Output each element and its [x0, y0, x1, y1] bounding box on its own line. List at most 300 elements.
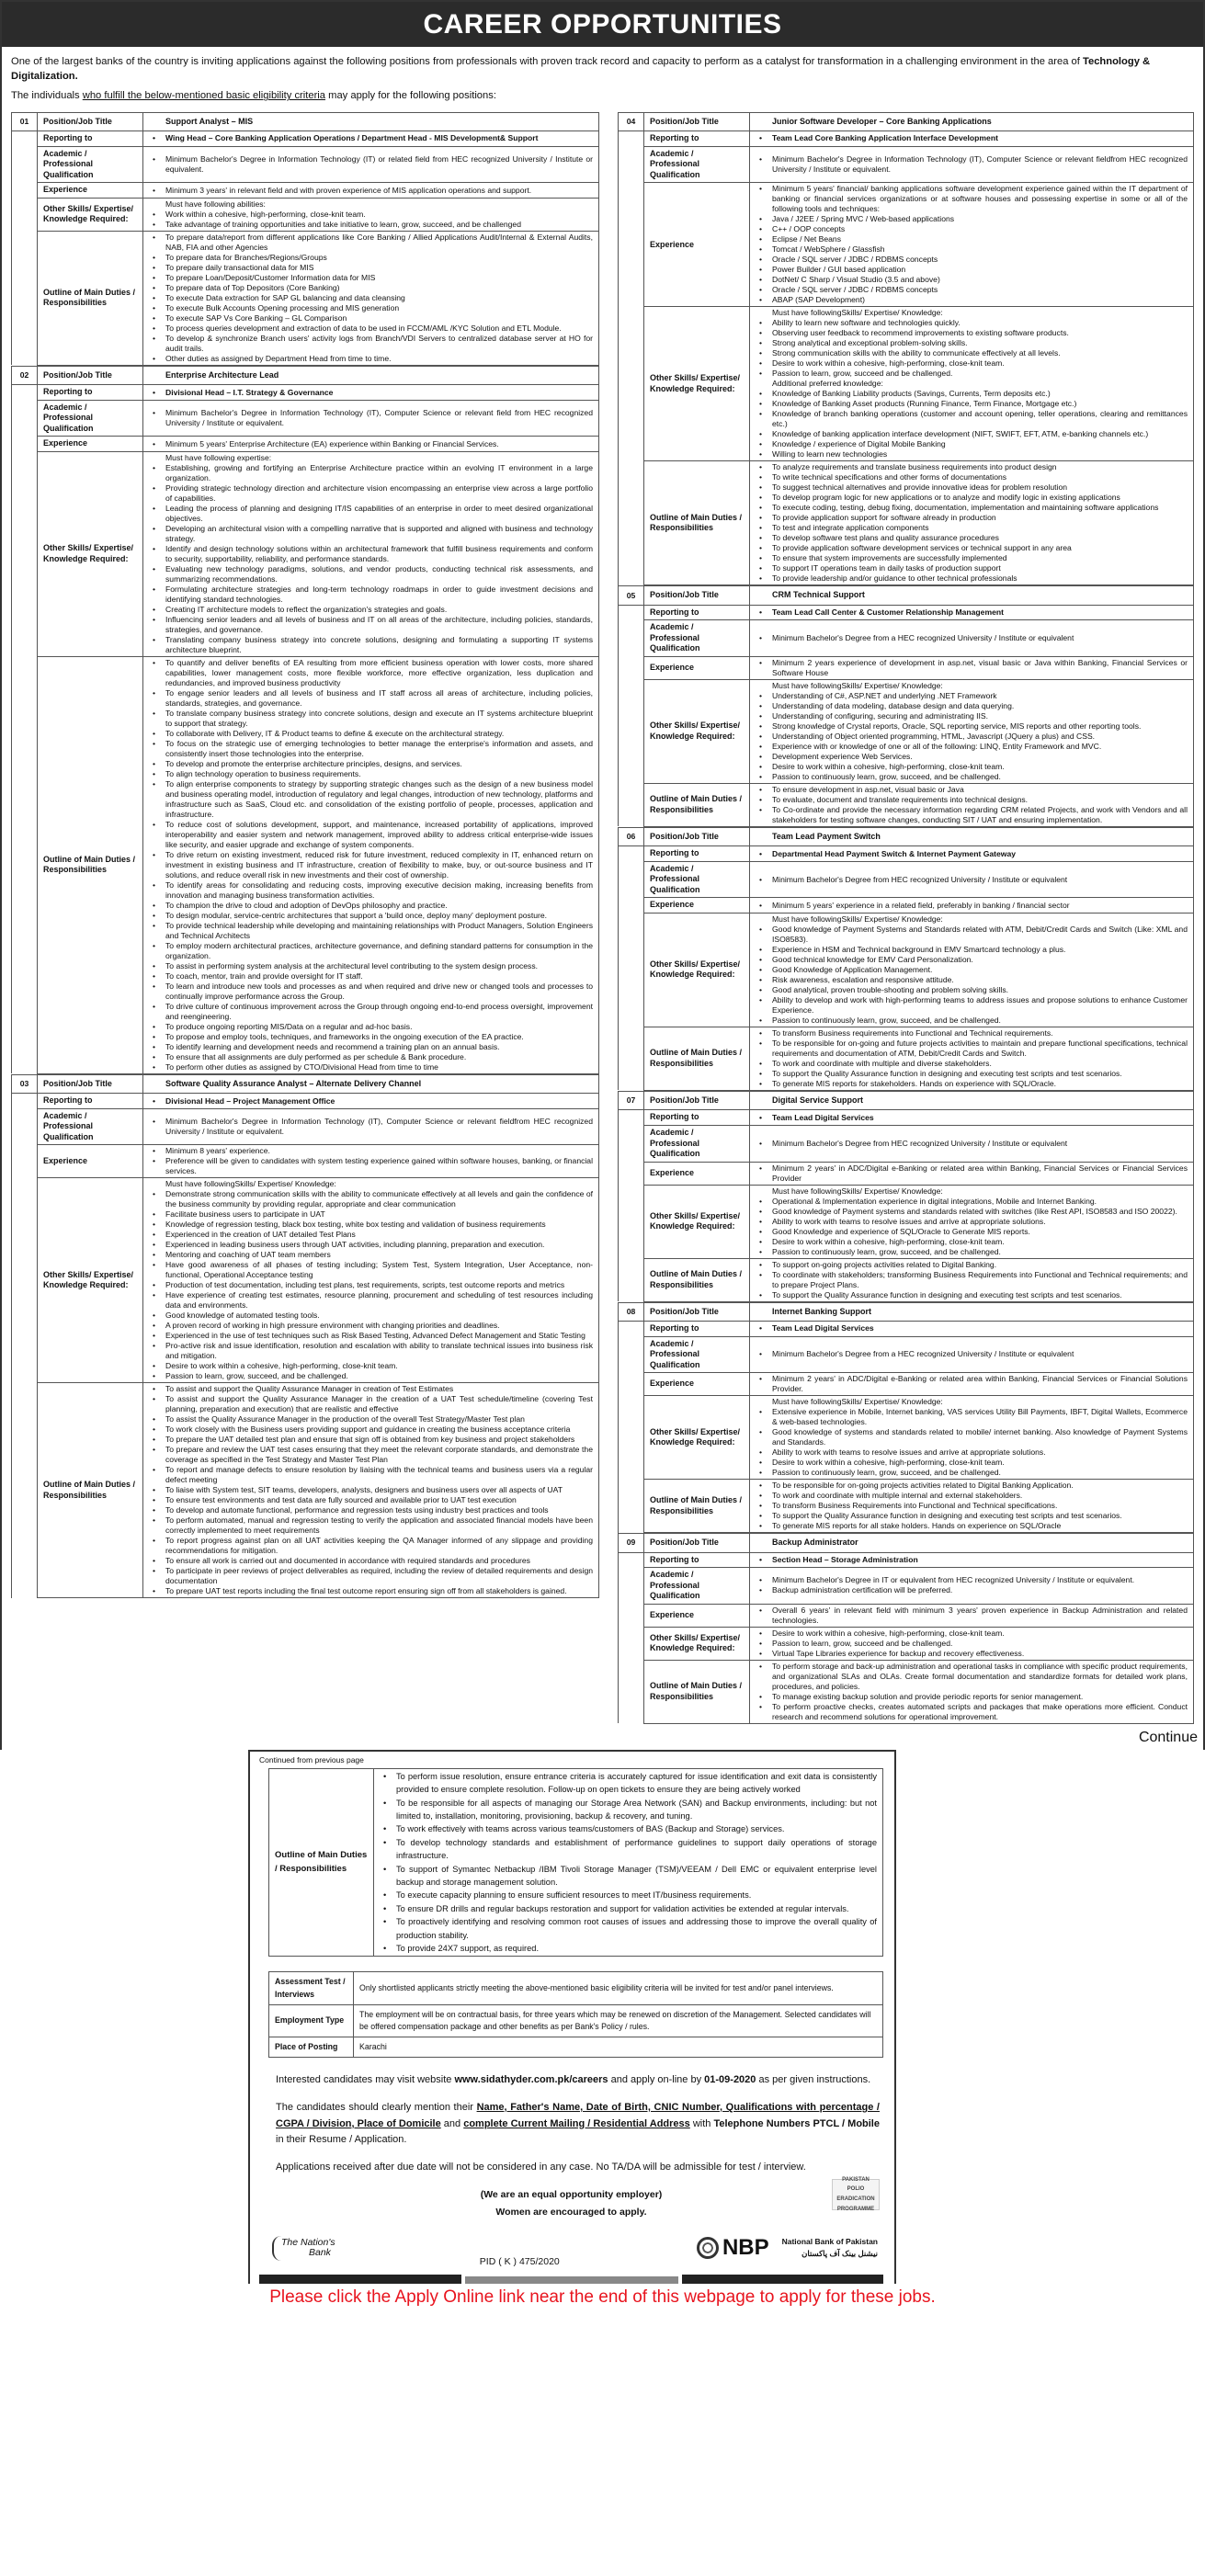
intro-paragraph: One of the largest banks of the country is inviting applications against the following positions from professionals with proven track record and capacity to perform as a catalyst for transformation in a challenging environment in the area of Technology & Digitalization. — [11, 56, 1151, 83]
position-title: Digital Service Support — [750, 1091, 1194, 1110]
list-item: • Eclipse / Net Beans — [759, 234, 1188, 244]
list-item: • To work effectively with teams across various teams/customers of BAS (Backup and Storage) services. — [383, 1822, 877, 1835]
list-item: • To analyze requirements and translate business requirements into product design — [759, 462, 1188, 472]
number-cell — [619, 183, 644, 307]
terms-table — [268, 1971, 883, 2058]
list-item: • Minimum 2 years experience of development in asp.net, visual basic or Java within Banking, Financial Services or Software House — [759, 658, 1188, 678]
list-item: • Understanding of Object oriented programming, HTML, Javascript (JQuery a plus) and CSS. — [759, 732, 1188, 742]
academic-label: Academic / Professional Qualification — [644, 1125, 750, 1162]
duties-value — [750, 461, 1194, 585]
list-item: • Virtual Tape Libraries experience for backup and recovery effectiveness. — [759, 1649, 1188, 1659]
list-item: • To develop software test plans and quality assurance procedures — [759, 533, 1188, 543]
duties-label: Outline of Main Duties / Responsibilities — [644, 1480, 750, 1533]
academic-row — [619, 861, 1194, 898]
reporting-to: • Departmental Head Payment Switch & Internet Payment Gateway — [759, 849, 1188, 859]
reporting-row — [12, 131, 599, 147]
duties-label: Outline of Main Duties / Responsibilities — [38, 231, 143, 365]
experience-row — [619, 656, 1194, 679]
list-intro: Must have followingSkills/ Expertise/ Knowledge: — [165, 1179, 336, 1189]
footer-bar — [259, 2275, 883, 2284]
list-item: • To process queries development and extraction of data to be used in FCCM/AML /KYC Solution and ETL Module. — [153, 323, 593, 334]
skills-value — [750, 1396, 1194, 1480]
list-item: • Desire to work within a cohesive, high-performing, close-knit team. — [153, 1361, 593, 1371]
bullet-list — [759, 1397, 1188, 1478]
list-item: • Take advantage of training opportunities and take initiative to learn, grow, succeed, and be challenged — [153, 220, 593, 230]
list-item: • To design modular, service-centric architectures that support a 'build once, deploy many' deployment posture. — [153, 911, 593, 921]
skills-label: Other Skills/ Expertise/ Knowledge Required: — [38, 1178, 143, 1383]
position-title: Support Analyst – MIS — [143, 112, 599, 131]
bullet-list — [759, 1186, 1188, 1257]
list-item: • To prepare daily transactional data for MIS — [153, 263, 593, 273]
list-item: • Ability to develop and work with high-performing teams to address issues and propose solutions to enhance Customer Experience. — [759, 995, 1188, 1016]
list-item: • To suggest technical alternatives and provide innovative ideas for problem resolution — [759, 482, 1188, 493]
academic-label: Academic / Professional Qualification — [644, 620, 750, 657]
page-title: CAREER OPPORTUNITIES — [2, 2, 1203, 47]
job-table-06 — [618, 827, 1194, 1091]
bullet-list — [759, 1606, 1188, 1626]
skills-value — [750, 307, 1194, 461]
list-item: • Ability to work with teams to resolve issues and arrive at appropriate solutions. — [759, 1217, 1188, 1227]
nbp-emblem-icon — [697, 2237, 719, 2259]
experience-label: Experience — [38, 1145, 143, 1178]
position-row — [619, 586, 1194, 606]
number-cell — [12, 183, 38, 199]
bullet-list — [759, 1349, 1188, 1359]
skills-row — [619, 1396, 1194, 1480]
academic-label: Academic / Professional Qualification — [644, 1336, 750, 1373]
position-label: Position/Job Title — [644, 1302, 750, 1322]
list-item: • To develop and automate functional, performance and regression tests using industry best practices and tools — [153, 1505, 593, 1515]
duties-label: Outline of Main Duties / Responsibilities — [38, 656, 143, 1073]
nbp-full-name: National Bank of Pakistan — [781, 2237, 878, 2247]
terms-value: The employment will be on contractual basis, for three years which may be renewed on discretion of the Management. Selected candidates will be offered compensation package and other benefits as per Bank's Policy / rules. — [354, 2004, 883, 2037]
academic-row — [12, 146, 599, 183]
jobs-columns — [2, 112, 1203, 1724]
reporting-list — [759, 1323, 1188, 1333]
list-item: • To perform other duties as assigned by CTO/Divisional Head from time to time — [153, 1062, 593, 1072]
academic-value — [750, 1125, 1194, 1162]
job-table-03 — [11, 1074, 599, 1599]
experience-label: Experience — [644, 183, 750, 307]
position-title: Team Lead Payment Switch — [750, 827, 1194, 846]
list-item: • Minimum Bachelor's Degree from HEC recognized University / Institute or equivalent — [759, 1139, 1188, 1149]
deadline-date: 01-09-2020 — [704, 2074, 756, 2086]
list-item: • To align enterprise components to strategy by supporting strategic changes such as the design of a new business model and business operating model, introduction of regulatory and legal changes, introduction of new technology, platforms and infrastructure such as SaaS, Cloud etc. and consolidation of the existing portfolio of people, processes, application and infrastructure. — [153, 779, 593, 820]
list-item: • Experienced in the use of test techniques such as Risk Based Testing, Advanced Defect Management and Static Testing — [153, 1331, 593, 1341]
academic-row — [619, 1336, 1194, 1373]
academic-value — [143, 146, 599, 183]
job-table-08 — [618, 1302, 1194, 1534]
duties-label: Outline of Main Duties / Responsibilities — [644, 783, 750, 826]
apply-instructions — [259, 2058, 883, 2175]
list-item: • To engage senior leaders and all levels of business and IT staff across all areas of architecture, including policies, standards, strategies, and governance. — [153, 688, 593, 709]
list-item: • Experienced in the creation of UAT detailed Test Plans — [153, 1230, 593, 1240]
number-cell — [12, 198, 38, 231]
list-item: • To propose and employ tools, techniques, and frameworks in the ongoing execution of the EA practice. — [153, 1032, 593, 1042]
academic-label: Academic / Professional Qualification — [38, 1108, 143, 1145]
list-item: • Good Knowledge of Application Management. — [759, 965, 1188, 975]
number-cell — [619, 898, 644, 914]
list-item: • Desire to work within a cohesive, high-performing, close-knit team. — [759, 1237, 1188, 1247]
list-item: • Understanding of data modeling, database design and data querying. — [759, 701, 1188, 711]
bullet-list — [759, 1628, 1188, 1659]
list-item: • To coach, mentor, train and provide oversight for IT staff. — [153, 971, 593, 982]
list-item: • Passion to continuously learn, grow, succeed, and be challenged. — [759, 1247, 1188, 1257]
list-item: • To quantify and deliver benefits of EA resulting from more efficient business operation with lower costs, more shared capabilities, lower management costs, more flexible workforce, more effective organization, less duplication and redundancies, and improved business productivity — [153, 658, 593, 688]
skills-row — [619, 307, 1194, 461]
list-item: • Desire to work within a cohesive, high-performing, close-knit team. — [759, 358, 1188, 369]
bullet-list — [153, 154, 593, 175]
reporting-row — [619, 1322, 1194, 1337]
bullet-list — [759, 462, 1188, 584]
position-number: 01 — [12, 112, 38, 131]
academic-label: Academic / Professional Qualification — [38, 400, 143, 437]
position-number: 05 — [619, 586, 644, 606]
experience-value — [750, 1162, 1194, 1185]
duties-row — [12, 231, 599, 365]
academic-row — [619, 146, 1194, 183]
list-item: • A proven record of working in high pressure environment with changing priorities and deadlines. — [153, 1321, 593, 1331]
bullet-list — [759, 308, 1188, 460]
list-item: • To prepare and review the UAT test cases ensuring that they meet the relevant corporate standards, and demonstrate the coverage as specified in the Test Strategy and Master Test Plan — [153, 1445, 593, 1465]
list-item: • To report and manage defects to ensure resolution by liaising with the technical teams and business users via a regular defect meeting — [153, 1465, 593, 1485]
list-item: • To perform proactive checks, creates automated scripts and packages that make operations more efficient. Conduct research and recommend solutions for operational improvement. — [759, 1702, 1188, 1722]
list-item: • To employ modern architectural practices, architecture governance, and defining standard patterns for consumption in the organization. — [153, 941, 593, 961]
list-item: • Observing user feedback to recommend improvements to existing software products. — [759, 328, 1188, 338]
list-item: • Production of test documentation, including test plans, test requirements, scripts, test outcome reports and metrics — [153, 1280, 593, 1290]
duties-value — [750, 1258, 1194, 1301]
list-item: • Have experience of creating test estimates, resource planning, procurement and scheduling of test resources including data and environments. — [153, 1290, 593, 1311]
list-item: • Knowledge of Banking Liability products (Savings, Currents, Term deposits etc.) — [759, 389, 1188, 399]
reporting-to: • Section Head – Storage Administration — [759, 1555, 1188, 1565]
number-cell — [12, 1108, 38, 1145]
footer-row — [259, 2221, 883, 2275]
bullet-list — [153, 1384, 593, 1596]
reporting-value — [143, 385, 599, 401]
list-item: • Experience in HSM and Technical background in EMV Smartcard technology a plus. — [759, 945, 1188, 955]
reporting-label: Reporting to — [644, 1110, 750, 1126]
nbp-urdu-name: نیشنل بینک آف پاکستان — [801, 2249, 878, 2259]
list-item: • To ensure all work is carried out and documented in accordance with required standards and procedures — [153, 1556, 593, 1566]
list-item: • Understanding of C#, ASP.NET and underlying .NET Framework — [759, 691, 1188, 701]
position-number: 04 — [619, 112, 644, 131]
bullet-list — [759, 1481, 1188, 1531]
reporting-row — [619, 131, 1194, 147]
reporting-row — [12, 1094, 599, 1109]
list-item: • To prepare Loan/Deposit/Customer Information data for MIS — [153, 273, 593, 283]
list-item: • Passion to continuously learn, grow, succeed, and be challenged. — [759, 772, 1188, 782]
list-item: • Strong analytical and exceptional problem-solving skills. — [759, 338, 1188, 348]
list-item: • To be responsible for on-going projects activities related to Digital Banking Application. — [759, 1481, 1188, 1491]
list-item: • Good technical knowledge for EMV Card Personalization. — [759, 955, 1188, 965]
list-item: • To execute SAP Vs Core Banking – GL Comparison — [153, 313, 593, 323]
reporting-row — [12, 385, 599, 401]
academic-row — [12, 1108, 599, 1145]
position-number: 09 — [619, 1534, 644, 1553]
duties-value — [374, 1768, 883, 1957]
number-cell — [12, 385, 38, 401]
position-label: Position/Job Title — [38, 112, 143, 131]
reporting-to: • Team Lead Digital Services — [759, 1323, 1188, 1333]
duties-value — [143, 1383, 599, 1598]
bullet-list — [153, 199, 593, 230]
list-item: • To participate in peer reviews of project deliverables as required, including the review of detailed requirements and design documentation — [153, 1566, 593, 1586]
bullet-list — [759, 785, 1188, 825]
number-cell — [619, 1027, 644, 1090]
list-item: • Extensive experience in Mobile, Internet banking, VAS services Utility Bill Payments, IBFT, Digital Wallets, Ecommerce & web-based technologies. — [759, 1407, 1188, 1427]
position-label: Position/Job Title — [644, 1091, 750, 1110]
position-title: Backup Administrator — [750, 1534, 1194, 1553]
list-item: • Knowledge of branch banking operations (customer and account opening, teller operations, clearing and remittances etc.) — [759, 409, 1188, 429]
reporting-list — [759, 1555, 1188, 1565]
list-item: • To support on-going projects activities related to Digital Banking. — [759, 1260, 1188, 1270]
experience-label: Experience — [644, 1604, 750, 1627]
number-cell — [619, 1604, 644, 1627]
list-item: • To perform automated, manual and regression testing to verify the application and associated financial models have been correctly implemented to meet requirements — [153, 1515, 593, 1536]
position-number: 06 — [619, 827, 644, 846]
bullet-list — [759, 1163, 1188, 1184]
skills-value — [750, 913, 1194, 1027]
position-label: Position/Job Title — [644, 586, 750, 606]
list-item: • To prepare UAT test reports including the final test outcome report ensuring sign off from all stakeholders is gained. — [153, 1586, 593, 1596]
job-table-02 — [11, 366, 599, 1074]
list-item: • To support the Quality Assurance function in designing and executing test scripts and test scenarios. — [759, 1069, 1188, 1079]
list-item: • To report progress against plan on all UAT activities keeping the QA Manager informed of any slippage and providing recommendations for mitigation. — [153, 1536, 593, 1556]
list-item: • Desire to work within a cohesive, high-performing, close-knit team. — [759, 1458, 1188, 1468]
polio-programme-logo-icon: PAKISTAN POLIO ERADICATION PROGRAMME — [832, 2179, 880, 2210]
reporting-to: • Divisional Head – Project Management Office — [153, 1096, 593, 1106]
list-item: • Understanding of configuring, securing and administrating IIS. — [759, 711, 1188, 721]
list-item: • To work closely with the Business users providing support and guidance in creating the business acceptance criteria — [153, 1424, 593, 1435]
due-date-notice: Applications received after due date will not be considered in any case. No TA/DA will be admissible for test / interview. — [276, 2161, 806, 2173]
experience-label: Experience — [644, 656, 750, 679]
number-cell — [619, 1336, 644, 1373]
list-item: • Formulating architecture strategies and long-term technology roadmaps in order to guide investment decisions and identifying standard technologies. — [153, 584, 593, 605]
list-item: • Strong communication skills with the ability to communicate effectively at all levels. — [759, 348, 1188, 358]
duties-value — [143, 231, 599, 365]
experience-value — [750, 656, 1194, 679]
list-item: • To Co-ordinate and provide the necessary information regarding CRM related Projects, and work with Vendors and all stakeholders for testing software changes, conducting SIT / UAT and ensuring implementation. — [759, 805, 1188, 825]
number-cell — [12, 437, 38, 452]
experience-row — [619, 1373, 1194, 1396]
list-item: • Backup administration certification will be preferred. — [759, 1585, 1188, 1595]
continued-duties-table — [268, 1768, 883, 1958]
list-item: • Leading the process of planning and designing IT/IS capabilities of an enterprise in order to meet desired organizational objectives. — [153, 504, 593, 524]
list-item: • To collaborate with Delivery, IT & Product teams to define & execute on the architectural strategy. — [153, 729, 593, 739]
academic-row — [619, 1125, 1194, 1162]
duties-label: Outline of Main Duties / Responsibilities — [38, 1383, 143, 1598]
experience-row — [12, 183, 599, 199]
number-cell — [619, 1258, 644, 1301]
number-cell — [12, 656, 38, 1073]
list-item: • DotNet/ C Sharp / Visual Studio (3.5 and above) — [759, 275, 1188, 285]
list-item: • Willing to learn new technologies — [759, 449, 1188, 460]
women-encouraged-text: Women are encouraged to apply. — [495, 2207, 647, 2219]
list-item: • To perform storage and back-up administration and operational tasks in compliance with specific product requirements, and organizational SLAs and OLAs. Create formal documentation and standardize formats for detailed work plans, procedures, and policies. — [759, 1662, 1188, 1692]
list-item: • To generate MIS reports for all stake holders. Hands on experience on SQL/Oracle — [759, 1521, 1188, 1531]
number-cell — [619, 1185, 644, 1258]
position-label: Position/Job Title — [38, 1074, 143, 1094]
skills-value — [750, 1627, 1194, 1660]
experience-value — [143, 437, 599, 452]
reporting-value — [750, 1552, 1194, 1568]
duties-row — [12, 656, 599, 1073]
skills-value — [143, 1178, 599, 1383]
list-item: • Overall 6 years' in relevant field with minimum 3 years' proven experience in Backup Administration and related technologies. — [759, 1606, 1188, 1626]
list-item: • To develop & synchronize Branch users' activity logs from Branch/VDI Servers to centralized database server at HO for audit trails. — [153, 334, 593, 354]
position-number: 03 — [12, 1074, 38, 1094]
number-cell — [619, 620, 644, 657]
skills-value — [143, 198, 599, 231]
reporting-list — [759, 1113, 1188, 1123]
reporting-to: • Team Lead Call Center & Customer Relationship Management — [759, 607, 1188, 618]
list-item: • To develop technology standards and establishment of performance guidelines to support daily operations of storage infrastructure. — [383, 1836, 877, 1863]
skills-label: Other Skills/ Expertise/ Knowledge Required: — [644, 913, 750, 1027]
bullet-list — [759, 901, 1188, 911]
bullet-list — [759, 875, 1188, 885]
position-title: Internet Banking Support — [750, 1302, 1194, 1322]
list-item: • To identify learning and development needs and recommend a training plan on an annual basis. — [153, 1042, 593, 1052]
position-title: Junior Software Developer – Core Banking Applications — [750, 112, 1194, 131]
list-intro: Must have followingSkills/ Expertise/ Knowledge: — [772, 680, 943, 690]
list-item: • Developing an architectural vision with a compelling narrative that is supported and aligned with business and technology strategy. — [153, 524, 593, 544]
number-cell — [619, 307, 644, 461]
list-item: • Minimum 2 years' in ADC/Digital e-Banking or related area within Banking, Financial Services or Financial Solutions Provider. — [759, 1374, 1188, 1394]
terms-label: Place of Posting — [269, 2037, 354, 2058]
duties-row — [12, 1383, 599, 1598]
list-item: • To align technology operation to business requirements. — [153, 769, 593, 779]
list-item: • To be responsible for all aspects of managing our Storage Area Network (SAN) and Backup environments, including: but not limited to, installation, monitoring, provisioning, backup & recovery, and tuning. — [383, 1797, 877, 1823]
list-item: • Minimum Bachelor's Degree in IT or equivalent from HEC recognized University / Institute or equivalent. — [759, 1575, 1188, 1585]
list-item: • Good knowledge of Payment systems and standards related with switches (like Rest API, ISO8583 and ISO 20022). — [759, 1207, 1188, 1217]
skills-row — [619, 679, 1194, 783]
list-item: • Pro-active risk and issue identification, resolution and escalation with ability to translate technical issues into business risk and mitigation. — [153, 1341, 593, 1361]
academic-label: Academic / Professional Qualification — [644, 1568, 750, 1605]
experience-value — [750, 898, 1194, 914]
bullet-list — [759, 681, 1188, 782]
list-item: • Experienced in leading business users through UAT activities, including planning, preparation and execution. — [153, 1240, 593, 1250]
reporting-list — [759, 607, 1188, 618]
list-item: • To execute Bulk Accounts Opening processing and MIS generation — [153, 303, 593, 313]
list-item: • Other duties as assigned by Department Head from time to time. — [153, 354, 593, 364]
bullet-list — [153, 1117, 593, 1137]
list-item: • To provide application software development services or technical support in any area — [759, 543, 1188, 553]
number-cell — [12, 1383, 38, 1598]
reporting-to: • Team Lead Digital Services — [759, 1113, 1188, 1123]
list-item: • To develop program logic for new applications or to analyze and modify logic in existing applications — [759, 493, 1188, 503]
list-item: • To assist the Quality Assurance Manager in the production of the overall Test Strategy/Master Test plan — [153, 1414, 593, 1424]
number-cell — [619, 1162, 644, 1185]
position-row — [619, 1534, 1194, 1553]
skills-row — [12, 198, 599, 231]
skills-label: Other Skills/ Expertise/ Knowledge Required: — [644, 679, 750, 783]
list-item: • Minimum Bachelor's Degree from HEC recognized University / Institute or equivalent — [759, 875, 1188, 885]
reporting-value — [143, 131, 599, 147]
experience-value — [750, 183, 1194, 307]
number-cell — [12, 400, 38, 437]
skills-label: Other Skills/ Expertise/ Knowledge Required: — [644, 1627, 750, 1660]
skills-row — [619, 1185, 1194, 1258]
bullet-list — [153, 439, 593, 449]
experience-value — [750, 1373, 1194, 1396]
list-item: • Good knowledge of Payment Systems and Standards related with ATM, Debit/Credit Cards and Switch (Like: XML and ISO8583). — [759, 925, 1188, 945]
bullet-list — [759, 1374, 1188, 1394]
list-item: • Minimum Bachelor's Degree from a HEC recognized University / Institute or equivalent — [759, 633, 1188, 643]
academic-label: Academic / Professional Qualification — [38, 146, 143, 183]
number-cell — [619, 1110, 644, 1126]
number-cell — [619, 1552, 644, 1568]
terms-label: Assessment Test / Interviews — [269, 1972, 354, 2004]
bullet-list — [153, 658, 593, 1072]
bullet-list — [153, 408, 593, 428]
list-item: • Passion to continuously learn, grow, succeed, and be challenged. — [759, 1468, 1188, 1478]
experience-value — [143, 183, 599, 199]
list-item: • To assist and support the Quality Assurance Manager in the creation of a UAT Test schedule/timeline (covering Test planning, preparation and execution) that are realistic and effective — [153, 1394, 593, 1414]
duties-value — [750, 1480, 1194, 1533]
list-item: • Establishing, growing and fortifying an Enterprise Architecture practice within an evolving IT environment in a large organization. — [153, 463, 593, 483]
careers-website-link[interactable]: www.sidathyder.com.pk/careers — [454, 2074, 608, 2086]
list-item: • Minimum Bachelor's Degree in Information Technology (IT), Computer Science or relevant fieldfrom HEC recognized University / Institute or equivalent. — [153, 1117, 593, 1137]
list-item: • To work and coordinate with multiple and diverse stakeholders. — [759, 1059, 1188, 1069]
list-item: • Power Builder / GUI based application — [759, 265, 1188, 275]
continued-section — [248, 1750, 896, 2284]
number-cell — [619, 861, 644, 898]
list-item: • Knowledge of Banking Asset products (Running Finance, Term Finance, Mortgage etc.) — [759, 399, 1188, 409]
list-item: • Facilitate business users to participate in UAT — [153, 1209, 593, 1220]
academic-row — [12, 400, 599, 437]
list-item: • Demonstrate strong communication skills with the ability to communicate effectively at all levels and gain the confidence of the business community by providing regular, appropriate and clear communication — [153, 1189, 593, 1209]
bullet-list — [759, 1575, 1188, 1595]
list-item: • To manage existing backup solution and provide periodic reports for senior management. — [759, 1692, 1188, 1702]
experience-label: Experience — [644, 1373, 750, 1396]
number-cell — [619, 1660, 644, 1723]
number-cell — [12, 146, 38, 183]
academic-label: Academic / Professional Qualification — [644, 146, 750, 183]
bullet-list — [759, 1260, 1188, 1300]
academic-label: Academic / Professional Qualification — [644, 861, 750, 898]
number-cell — [619, 783, 644, 826]
list-item: • Knowledge of banking application interface development (NIFT, SWIFT, EFT, ATM, e-banking channels etc.) — [759, 429, 1188, 439]
equal-opportunity-text: (We are an equal opportunity employer) — [480, 2189, 663, 2201]
list-item: • To prepare data/report from different applications like Core Banking / Allied Applications Audit/Internal & External Audits, NAB, FIA and other Agencies — [153, 233, 593, 253]
position-number: 08 — [619, 1302, 644, 1322]
number-cell — [619, 1322, 644, 1337]
experience-row — [12, 1145, 599, 1178]
list-intro: Additional preferred knowledge: — [772, 379, 883, 389]
list-item: • Passion to learn, grow, succeed and be challenged. — [759, 1639, 1188, 1649]
list-item: • To evaluate, document and translate requirements into technical designs. — [759, 795, 1188, 805]
number-cell — [619, 846, 644, 862]
jobs-column-right — [618, 112, 1194, 1724]
duties-row — [619, 461, 1194, 585]
apply-online-note[interactable]: Please click the Apply Online link near the end of this webpage to apply for these jobs. — [269, 2287, 936, 2308]
position-label: Position/Job Title — [38, 366, 143, 385]
reporting-list — [153, 1096, 593, 1106]
number-cell — [619, 913, 644, 1027]
list-item: • To ensure that system improvements are successfully implemented — [759, 553, 1188, 563]
nations-bank-logo: The Nation's Bank — [272, 2236, 343, 2261]
reporting-value — [750, 131, 1194, 147]
duties-row — [619, 1480, 1194, 1533]
bullet-list — [759, 1662, 1188, 1722]
position-label: Position/Job Title — [644, 1534, 750, 1553]
number-cell — [619, 605, 644, 620]
reporting-value — [750, 605, 1194, 620]
list-item: • C++ / OOP concepts — [759, 224, 1188, 234]
academic-value — [750, 620, 1194, 657]
list-item: • Minimum 8 years' experience. — [153, 1146, 593, 1156]
experience-label: Experience — [38, 183, 143, 199]
